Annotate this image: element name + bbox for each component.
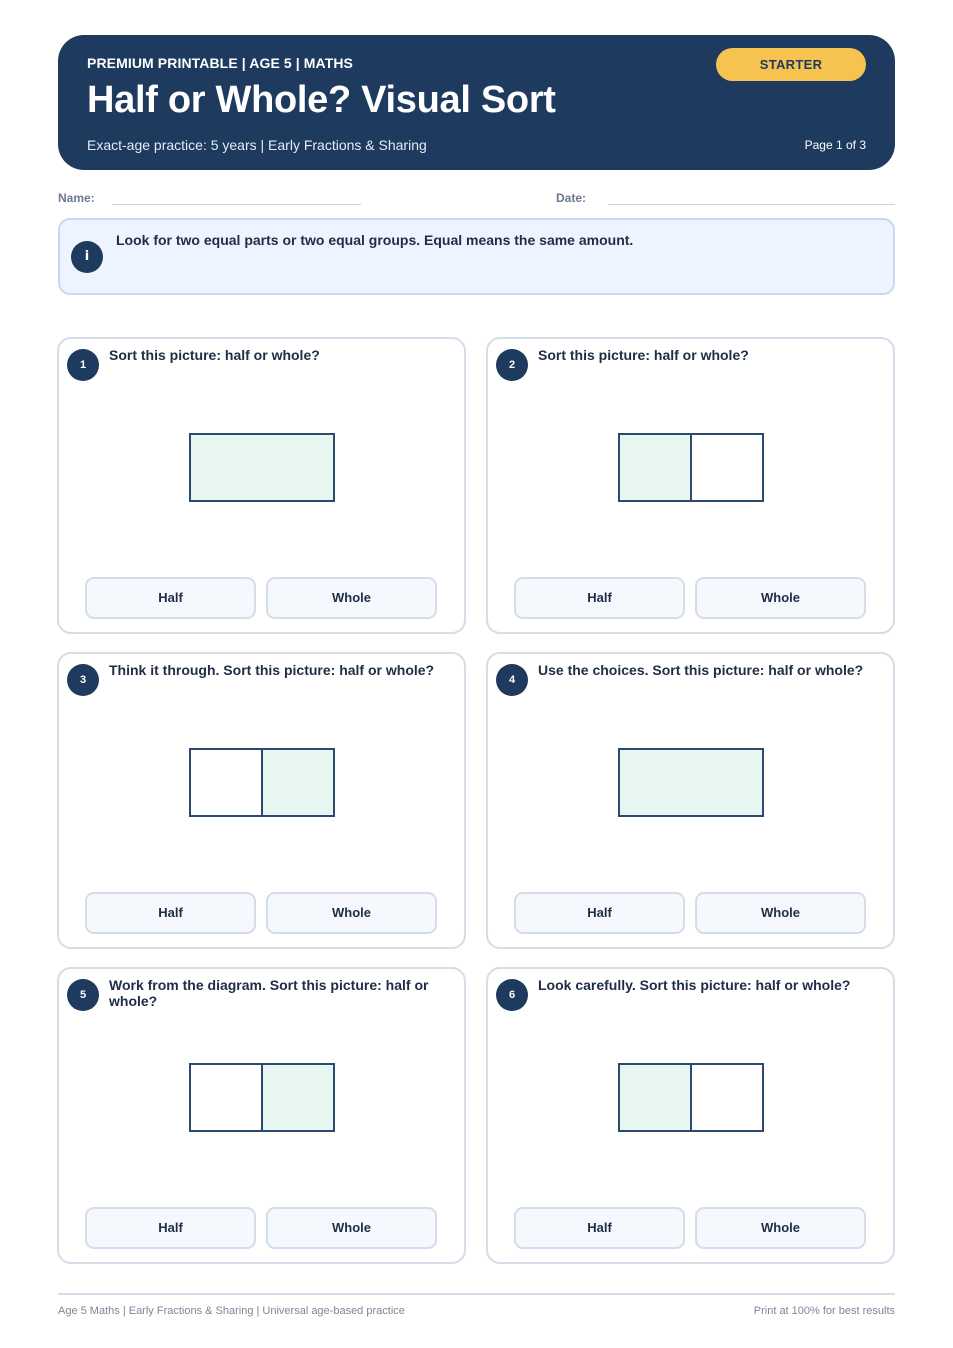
question-card	[486, 652, 895, 949]
whole-button[interactable]: Whole	[266, 577, 437, 619]
question-text: Sort this picture: half or whole?	[538, 347, 749, 363]
empty-part	[690, 1065, 762, 1130]
name-line[interactable]	[112, 204, 361, 205]
whole-button[interactable]: Whole	[695, 577, 866, 619]
rectangle-diagram	[618, 1063, 764, 1132]
shaded-part	[261, 750, 333, 815]
rectangle-diagram	[618, 748, 764, 817]
whole-button[interactable]: Whole	[695, 892, 866, 934]
shaded-part	[620, 750, 762, 815]
date-label: Date:	[556, 191, 587, 205]
question-number: 1	[67, 349, 99, 381]
rectangle-diagram	[189, 748, 335, 817]
question-card	[57, 652, 466, 949]
question-text: Sort this picture: half or whole?	[109, 347, 320, 363]
shaded-part	[191, 435, 333, 500]
question-card	[486, 967, 895, 1264]
name-label: Name:	[58, 191, 95, 205]
rectangle-diagram	[189, 433, 335, 502]
question-text: Work from the diagram. Sort this picture: half or whole?	[109, 977, 429, 1009]
question-text: Look carefully. Sort this picture: half or whole?	[538, 977, 851, 993]
whole-button[interactable]: Whole	[695, 1207, 866, 1249]
level-badge: STARTER	[716, 48, 866, 81]
question-card	[57, 337, 466, 634]
question-number: 3	[67, 664, 99, 696]
rectangle-diagram	[189, 1063, 335, 1132]
info-icon: i	[71, 241, 103, 273]
question-number: 4	[496, 664, 528, 696]
question-text: Think it through. Sort this picture: half or whole?	[109, 662, 435, 678]
question-number: 6	[496, 979, 528, 1011]
empty-part	[690, 435, 762, 500]
half-button[interactable]: Half	[85, 1207, 256, 1249]
info-text: Look for two equal parts or two equal groups. Equal means the same amount.	[116, 232, 634, 248]
footer-divider	[58, 1293, 895, 1295]
shaded-part	[620, 435, 690, 500]
date-line[interactable]	[608, 204, 895, 205]
header-kicker: PREMIUM PRINTABLE | AGE 5 | MATHS	[87, 55, 353, 71]
question-card	[57, 967, 466, 1264]
worksheet-header	[58, 35, 895, 170]
shaded-part	[620, 1065, 690, 1130]
header-subtitle: Exact-age practice: 5 years | Early Fractions & Sharing	[87, 137, 427, 153]
whole-button[interactable]: Whole	[266, 892, 437, 934]
question-number: 2	[496, 349, 528, 381]
page-title: Half or Whole? Visual Sort	[87, 79, 556, 121]
half-button[interactable]: Half	[514, 892, 685, 934]
question-card	[486, 337, 895, 634]
empty-part	[191, 1065, 261, 1130]
rectangle-diagram	[618, 433, 764, 502]
question-text: Use the choices. Sort this picture: half or whole?	[538, 662, 864, 678]
half-button[interactable]: Half	[85, 577, 256, 619]
question-number: 5	[67, 979, 99, 1011]
half-button[interactable]: Half	[85, 892, 256, 934]
print-note: Print at 100% for best results	[753, 1305, 895, 1317]
page-number: Page 1 of 3	[804, 138, 866, 152]
half-button[interactable]: Half	[514, 577, 685, 619]
info-panel	[58, 218, 895, 295]
empty-part	[191, 750, 261, 815]
shaded-part	[261, 1065, 333, 1130]
half-button[interactable]: Half	[514, 1207, 685, 1249]
footer-text: Age 5 Maths | Early Fractions & Sharing | Universal age-based practice	[58, 1305, 405, 1317]
whole-button[interactable]: Whole	[266, 1207, 437, 1249]
